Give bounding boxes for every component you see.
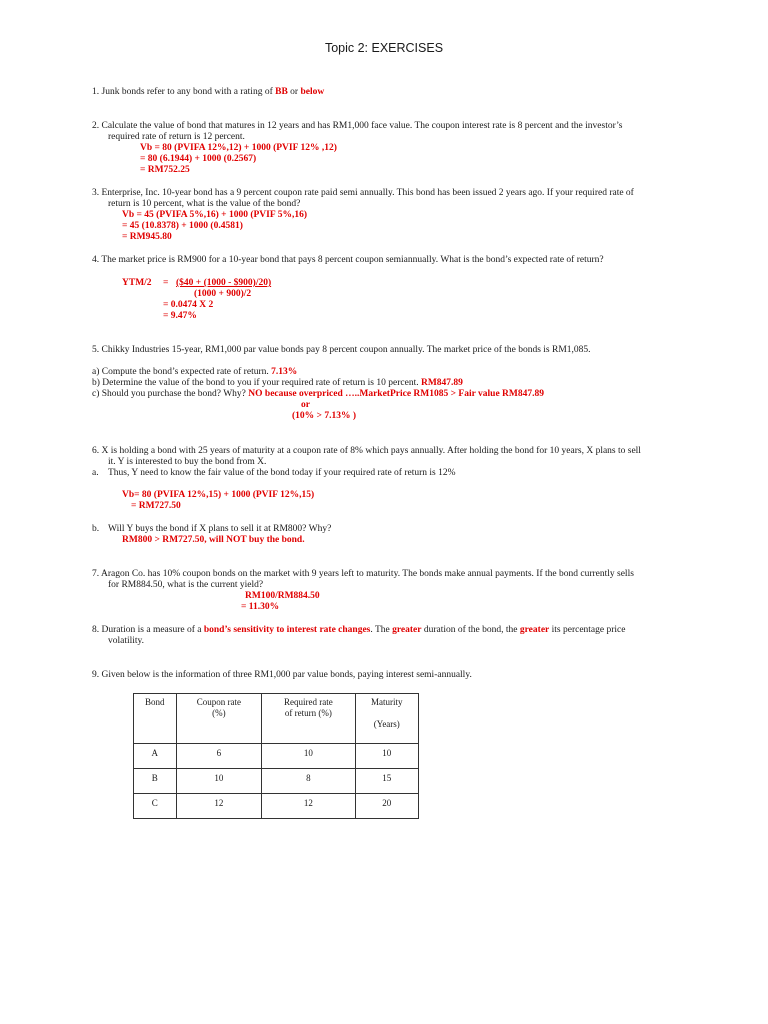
question-5b-text: b) Determine the value of the bond to you if your required rate of return is 10 percent. — [92, 378, 421, 388]
table-row — [134, 744, 419, 769]
table-row — [134, 769, 419, 794]
answer-5b: RM847.89 — [420, 378, 463, 388]
question-9-line-1: 9. Given below is the information of three RM1,000 par value bonds, paying interest semi-annually. — [92, 670, 472, 680]
table-header-row — [134, 694, 419, 744]
header-coupon-label-2: (%) — [212, 708, 226, 718]
question-2-line-2: required rate of return is 12 percent. — [108, 132, 245, 142]
answer-4-label: YTM/2 — [122, 278, 152, 288]
header-required-label-1: Required rate — [283, 697, 333, 707]
answer-3-line-3: = RM945.80 — [122, 232, 172, 242]
question-5c — [92, 389, 544, 400]
question-3-line-1: 3. Enterprise, Inc. 10-year bond has a 9 percent coupon rate paid semi annually. This bond has been issued 2 years ago. If your required rate of — [92, 188, 634, 198]
answer-5a: 7.13% — [271, 367, 298, 377]
cell-coupon: 10 — [176, 769, 262, 794]
header-coupon — [176, 694, 262, 744]
answer-5c: NO because overpriced …..MarketPrice RM1085 > Fair value RM847.89 — [248, 389, 544, 399]
answer-3-line-2: = 45 (10.8378) + 1000 (0.4581) — [122, 221, 243, 231]
question-8-text-1: 8. Duration is a measure of a — [92, 625, 204, 635]
question-1 — [92, 87, 324, 98]
answer-2-line-3: = RM752.25 — [140, 165, 190, 175]
cell-required: 8 — [262, 769, 355, 794]
answer-1-below: below — [300, 87, 325, 97]
cell-required: 10 — [262, 744, 355, 769]
header-bond — [134, 694, 177, 744]
question-2-line-1: 2. Calculate the value of bond that matures in 12 years and has RM1,000 face value. The coupon interest rate is 8 percent and the investor’s — [92, 121, 623, 131]
question-5b — [92, 378, 463, 389]
cell-bond: A — [134, 744, 177, 769]
header-maturity-label-1: Maturity — [371, 697, 403, 707]
answer-4-equals: = — [163, 278, 169, 288]
question-7-line-2: for RM884.50, what is the current yield? — [108, 580, 264, 590]
answer-7-line-1: RM100/RM884.50 — [245, 591, 320, 601]
question-5c-text: c) Should you purchase the bond? Why? — [92, 389, 249, 399]
answer-4-denominator: (1000 + 900)/2 — [194, 289, 252, 299]
question-5a — [92, 367, 297, 378]
answer-8-sensitivity: bond’s sensitivity to interest rate changes — [203, 625, 371, 635]
cell-maturity: 10 — [355, 744, 418, 769]
question-1-text: 1. Junk bonds refer to any bond with a rating of — [92, 87, 276, 97]
cell-maturity: 20 — [355, 794, 418, 819]
header-required-label-2: of return (%) — [284, 708, 332, 718]
question-8-text-2: . The — [370, 625, 393, 635]
header-maturity — [355, 694, 418, 744]
answer-8-greater-2: greater — [519, 625, 550, 635]
cell-required: 12 — [262, 794, 355, 819]
question-1-connector: or — [287, 87, 301, 97]
header-bond-label: Bond — [145, 697, 165, 707]
question-4-line-1: 4. The market price is RM900 for a 10-year bond that pays 8 percent coupon semiannually. What is the bond’s expected rate of return? — [92, 255, 604, 265]
question-7-line-1: 7. Aragon Co. has 10% coupon bonds on the market with 9 years left to maturity. The bonds make annual payments. If the bond currently sells — [92, 569, 634, 579]
answer-6a-line-1: Vb= 80 (PVIFA 12%,15) + 1000 (PVIF 12%,15) — [122, 490, 315, 500]
answer-4-line-2: = 0.0474 X 2 — [163, 300, 214, 310]
question-6-line-1: 6. X is holding a bond with 25 years of maturity at a coupon rate of 8% which pays annually. After holding the bond for 10 years, X plans to sell — [92, 446, 641, 456]
question-6a-text: Thus, Y need to know the fair value of the bond today if your required rate of return is 12% — [108, 468, 456, 478]
page-title: Topic 2: EXERCISES — [324, 41, 444, 55]
header-maturity-label-2: (Years) — [373, 719, 400, 729]
cell-bond: C — [134, 794, 177, 819]
cell-bond: B — [134, 769, 177, 794]
cell-coupon: 6 — [176, 744, 262, 769]
answer-6a-line-2: = RM727.50 — [131, 501, 181, 511]
table-row — [134, 794, 419, 819]
answer-2-line-1: Vb = 80 (PVIFA 12%,12) + 1000 (PVIF 12% ,12) — [140, 143, 337, 153]
cell-coupon: 12 — [176, 794, 262, 819]
question-8-text-3: duration of the bond, the — [421, 625, 520, 635]
question-6b-text: Will Y buys the bond if X plans to sell it at RM800? Why? — [108, 524, 332, 534]
question-5a-text: a) Compute the bond’s expected rate of return. — [92, 367, 272, 377]
answer-6b: RM800 > RM727.50, will NOT buy the bond. — [122, 535, 305, 545]
question-6a-marker: a. — [92, 468, 99, 478]
header-required-rate — [262, 694, 355, 744]
question-8-line-2: volatility. — [108, 636, 145, 646]
question-5-line-1: 5. Chikky Industries 15-year, RM1,000 par value bonds pay 8 percent coupon annually. The market price of the bonds is RM1,085. — [92, 345, 591, 355]
answer-8-greater-1: greater — [392, 625, 422, 635]
answer-4-line-3: = 9.47% — [163, 311, 197, 321]
question-8-text-4: its percentage price — [549, 625, 626, 635]
question-8-line-1 — [92, 625, 625, 636]
answer-4-numerator: ($40 + (1000 - $900)/20) — [176, 278, 272, 288]
question-3-line-2: return is 10 percent, what is the value of the bond? — [108, 199, 301, 209]
question-6-line-2: it. Y is interested to buy the bond from X. — [108, 457, 267, 467]
answer-3-line-1: Vb = 45 (PVIFA 5%,16) + 1000 (PVIF 5%,16) — [122, 210, 307, 220]
answer-5c-or: or — [301, 400, 310, 410]
bond-table — [133, 693, 419, 819]
question-6b-marker: b. — [92, 524, 100, 534]
header-coupon-label-1: Coupon rate — [196, 697, 241, 707]
cell-maturity: 15 — [355, 769, 418, 794]
answer-5c-line-2: (10% > 7.13% ) — [292, 411, 356, 421]
answer-1-rating: BB — [275, 87, 288, 97]
answer-2-line-2: = 80 (6.1944) + 1000 (0.2567) — [140, 154, 257, 164]
answer-7-line-2: = 11.30% — [241, 602, 280, 612]
